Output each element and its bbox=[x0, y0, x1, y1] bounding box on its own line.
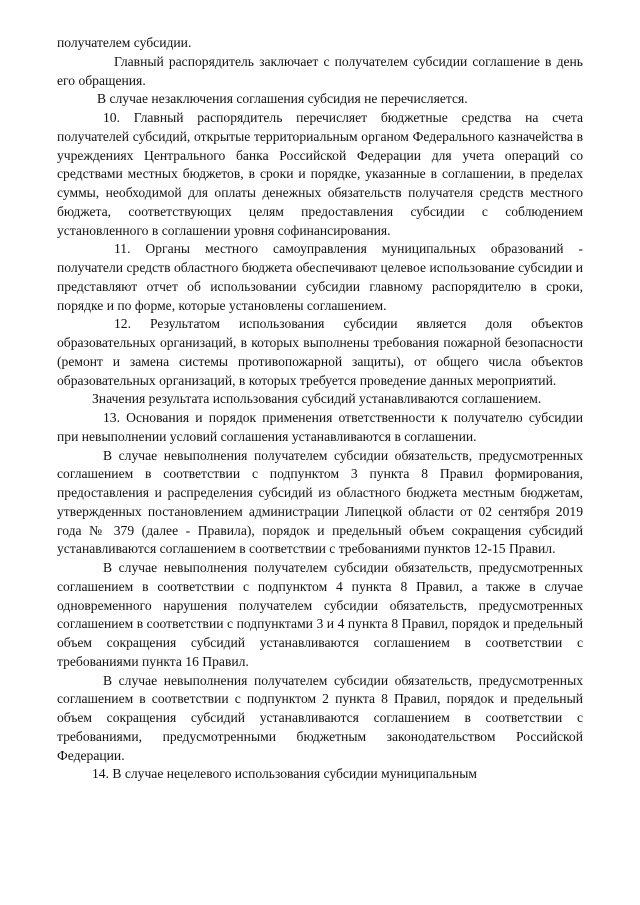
paragraph-case-subparagraph-3: В случае невыполнения получателем субсидии обязательств, предусмотренных соглашением в соответствии с подпунктом 3 пункта 8 Правил формирования, предоставления и распределения субсидий из областного бюджета местным бюджетам, утвержденных постановлением администрации Липецкой области от 02 сентября 2019 года № 379 (далее - Правила), порядок и предельный объем сокращения субсидий устанавливаются соглашением в соответствии с требованиями пунктов 12-15 Правил. bbox=[57, 447, 583, 557]
paragraph-result-values: Значения результата использования субсидий устанавливаются соглашением. bbox=[92, 391, 542, 407]
paragraph-item-13: 13. Основания и порядок применения ответственности к получателю субсидии при невыполнении условий соглашения устанавливаются в соглашении. bbox=[57, 410, 583, 444]
paragraph-item-12: 12. Результатом использования субсидии является доля объектов образовательных организаций, в которых выполнены требования пожарной безопасности (ремонт и замена системы противопожарной защиты), от общего числа объектов образовательных организаций, в которых требуется проведение данных мероприятий. bbox=[57, 316, 583, 388]
paragraph-continuation: получателем субсидии. bbox=[57, 35, 192, 50]
paragraph-case-subparagraph-4: В случае невыполнения получателем субсидии обязательств, предусмотренных соглашением в соответствии с подпунктом 4 пункта 8 Правил, а также в случае одновременного нарушения получателем субсидии обязательств, предусмотренных соглашением в соответствии с подпунктами 3 и 4 пункта 8 Правил, порядок и предельный объем сокращения субсидий устанавливаются соглашением в соответствии с требованиями пункта 16 Правил. bbox=[57, 560, 583, 669]
document-page bbox=[57, 34, 583, 784]
paragraph-case-subparagraph-2: В случае невыполнения получателем субсидии обязательств, предусмотренных соглашением в соответствии с подпунктом 2 пункта 8 Правил, порядок и предельный объем сокращения субсидий устанавливаются соглашением в соответствии с требованиями, предусмотренными бюджетным законодательством Российской Федерации. bbox=[57, 672, 583, 763]
paragraph-agreement-conclusion: Главный распорядитель заключает с получателем субсидии соглашение в день его обращения. bbox=[57, 53, 583, 88]
paragraph-item-14: 14. В случае нецелевого использования субсидии муниципальным bbox=[92, 766, 477, 782]
paragraph-item-11: 11. Органы местного самоуправления муниципальных образований - получатели средств областного бюджета обеспечивают целевое использование субсидии и представляют отчет об использовании субсидии главному распорядителю в сроки, порядке и по форме, которые установлены соглашением. bbox=[57, 241, 583, 313]
paragraph-no-agreement: В случае незаключения соглашения субсидия не перечисляется. bbox=[97, 91, 468, 107]
paragraph-item-10: 10. Главный распорядитель перечисляет бюджетные средства на счета получателей субсидий, открытые территориальным органом Федерального казначейства в учреждениях Центрального банка Российской Федерации для учета операций со средствами местных бюджетов, в сроки и порядке, указанные в соглашении, в пределах суммы, необходимой для оплаты денежных обязательств получателя средств местного бюджета, соответствующих целям предоставления субсидии с соблюдением установленного в соглашении уровня софинансирования. bbox=[57, 110, 583, 238]
